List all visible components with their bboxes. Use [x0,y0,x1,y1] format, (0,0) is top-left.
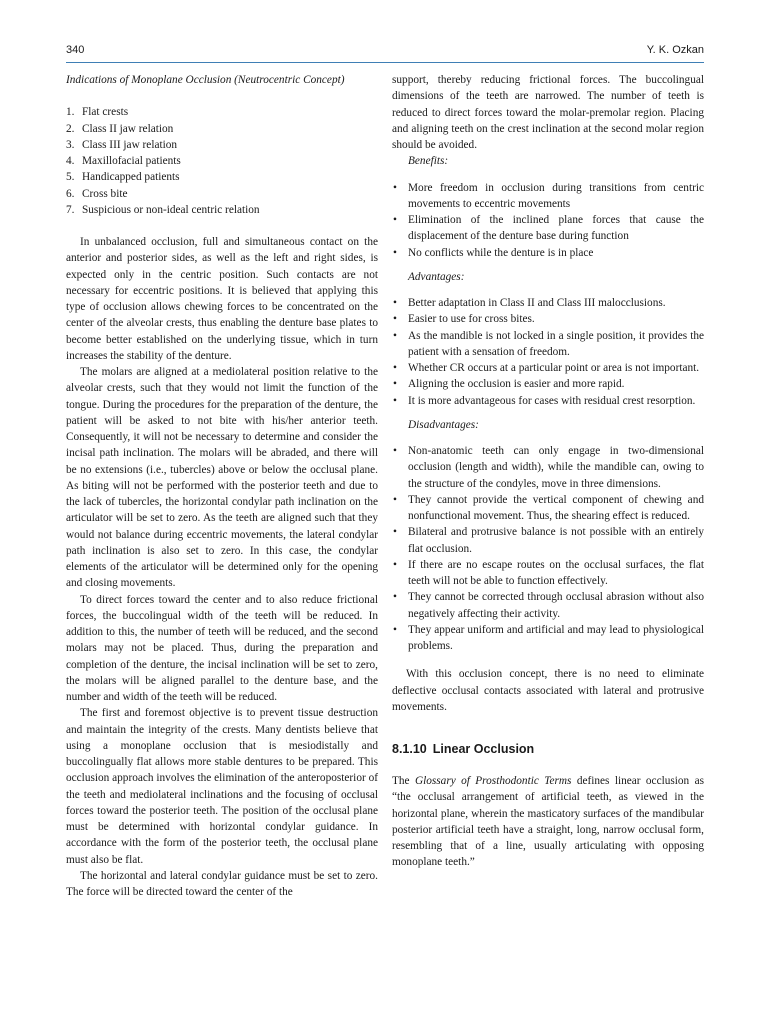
list-item: • It is more advantageous for cases with residual crest resorption. [392,393,704,409]
list-item: • They cannot be corrected through occlusal abrasion without also negatively affecting their activity. [392,589,704,622]
body-paragraph: The Glossary of Prosthodontic Terms defines linear occlusion as “the occlusal arrangement of artificial teeth, as viewed in the horizontal plane, wherein the masticatory surfaces of the mandibular posterior artificial teeth have a straight, long, narrow occlusal form, resembling that of a line, usually articulating with opposing monoplane teeth.” [392,775,704,869]
benefits-label: Benefits: [408,155,449,168]
list-item: • Better adaptation in Class II and Class III malocclusions. [392,295,704,311]
indications-list [66,104,378,218]
header-rule [66,62,704,63]
list-item: • Bilateral and protrusive balance is not possible with an entirely flat occlusion. [392,524,704,557]
glossary-title: Glossary of Prosthodontic Terms [414,775,572,787]
body-paragraph: To direct forces toward the center and to also reduce frictional forces, the buccolingual width of the teeth will be reduced. In addition to this, the number of teeth will be reduced, and the second molars may not be placed. Thus, during the preparation and completion of the denture, the incisal inclination will be set to zero, the molars will be aligned parallel to the denture base, and the number and width of the teeth will be reduced. [66,593,378,703]
list-item: • More freedom in occlusion during transitions from centric movements to eccentric movements [392,180,704,213]
list-item: 2. Class II jaw relation [66,122,174,135]
list-item: • They cannot provide the vertical component of chewing and nonfunctional movement. Thus, the shearing effect is reduced. [392,492,704,525]
list-item: 7. Suspicious or non-ideal centric relation [66,203,260,216]
list-item: • They appear uniform and artificial and may lead to physiological problems. [392,622,704,655]
page-number: 340 [66,44,85,56]
right-column [392,72,704,871]
list-item: 4. Maxillofacial patients [66,155,181,167]
body-paragraph: The molars are aligned at a mediolateral position relative to the alveolar crests, such that they would not limit the function of the tongue. During the procedures for the preparation of the denture, the patient will be asked to not bite with his/her anterior teeth. Consequently, it will not be necessary to determine and consider the incisal path inclination. The molars will be abraded, and there will be no extensions (i.e., tubercles) above or below the occlusal plane. As biting will not be performed with the posterior teeth and due to the lack of tubercles, the horizontal condylar path inclination on the articulator will be set to zero. As the teeth are aligned such that they would not balance during eccentric movements, the lateral condylar path inclination is also set to zero. In this case, the condylar elements of the articulator will be determined only for the opening and closing movements. [66,366,378,590]
body-paragraph: The horizontal and lateral condylar guidance must be set to zero. The force will be directed toward the center of the [66,869,378,898]
left-column [66,72,378,900]
list-item: 6. Cross bite [66,187,128,200]
running-header [66,44,704,62]
indications-heading: Indications of Monoplane Occlusion (Neutrocentric Concept) [66,74,345,86]
list-item: • No conflicts while the denture is in place [392,245,704,261]
disadvantages-label: Disadvantages: [408,418,479,431]
body-paragraph: With this occlusion concept, there is no need to eliminate deflective occlusal contacts associated with lateral and protrusive movements. [392,668,704,713]
list-item: • As the mandible is not locked in a single position, it provides the patient with a sensation of freedom. [392,328,704,361]
benefits-list [392,180,704,261]
list-item: 1. Flat crests [66,106,129,119]
list-item: • Elimination of the inclined plane forces that cause the displacement of the denture base during function [392,212,704,245]
advantages-label: Advantages: [408,270,465,283]
list-item: • Non-anatomic teeth can only engage in two-dimensional occlusion (length and width), while the mandible can, owing to the structure of the condyles, move in three dimensions. [392,443,704,492]
list-item: • Whether CR occurs at a particular point or area is not important. [392,360,704,376]
body-paragraph: In unbalanced occlusion, full and simultaneous contact on the anterior and posterior sides, as well as the left and right sides, is expected only in the centric position. Such contacts are not necessary for eccentric positions. It is believed that applying this type of occlusion allows chewing forces to be concentrated on the center of the alveolar crests, thus enabling the denture base plates to become better established on the underlying tissue, which in turn increases the stability of the denture. [66,236,378,362]
list-item: 5. Handicapped patients [66,171,180,184]
list-item: 3. Class III jaw relation [66,138,178,151]
section-heading: 8.1.10 Linear Occlusion [392,742,535,756]
list-item: • If there are no escape routes on the occlusal surfaces, the flat teeth will not be able to function effectively. [392,557,704,590]
list-item: • Aligning the occlusion is easier and more rapid. [392,376,704,392]
list-item: • Easier to use for cross bites. [392,311,704,327]
body-paragraph: support, thereby reducing frictional forces. The buccolingual dimensions of the teeth are narrowed. The number of teeth is reduced to direct forces toward the molar-premolar region. Placing and aligning teeth on the crest inclination at the second molar region should be avoided. [392,74,704,151]
advantages-list [392,295,704,409]
body-paragraph: The first and foremost objective is to prevent tissue destruction and maintain the integrity of the crests. Many dentists believe that using a monoplane occlusion that is mesiodistally and buccolingually flat allows more stable dentures to be prepared. This occlusion approach involves the elimination of the anteroposterior of the teeth and mediolateral inclinations and the focusing of occlusal forces toward the posterior teeth. The position of the occlusal plane must be determined with horizontal condylar guidance. In accordance with the form of the posterior teeth, the occlusal plane must also be flat. [66,707,378,866]
disadvantages-list [392,443,704,654]
running-author: Y. K. Ozkan [646,44,704,56]
